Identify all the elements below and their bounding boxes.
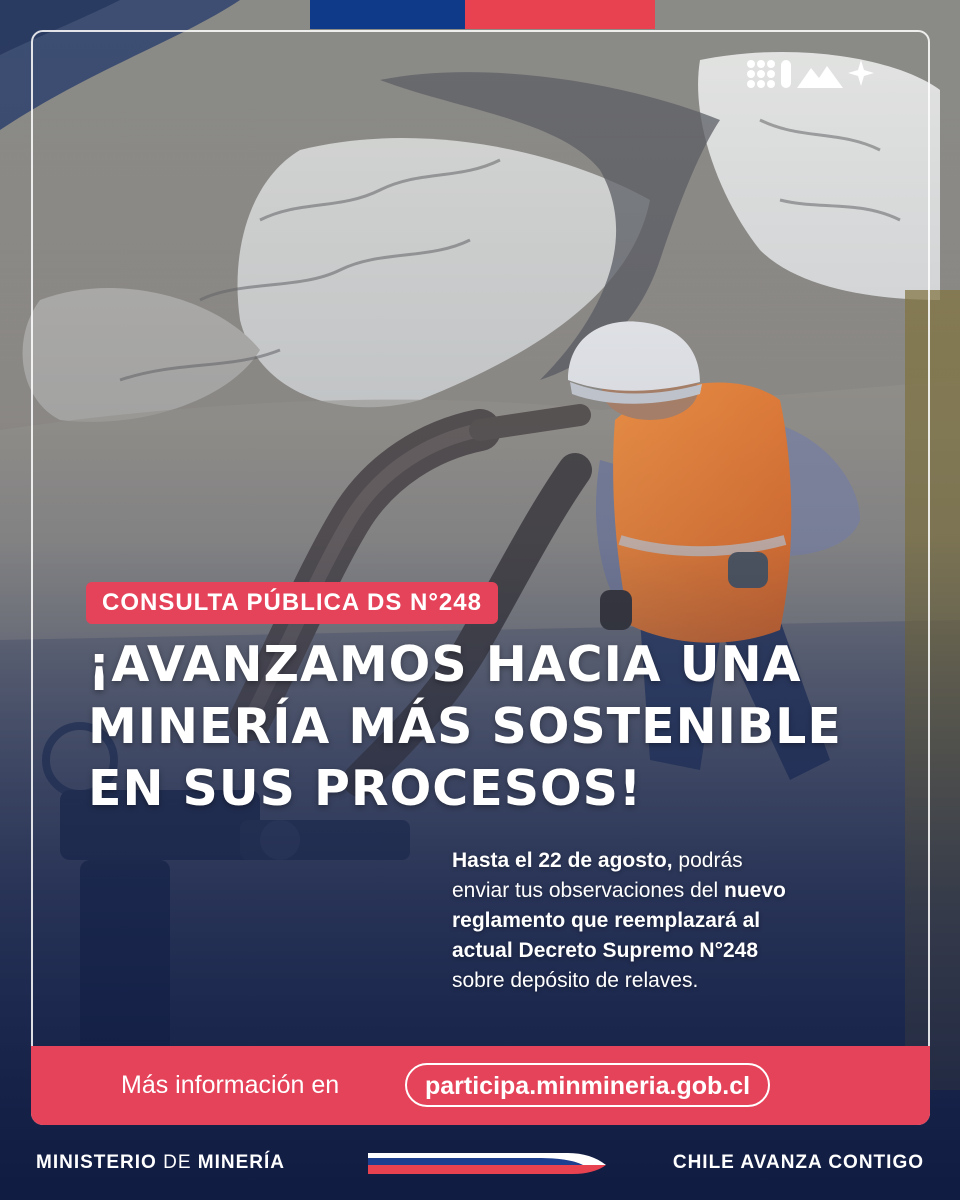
body-bold-text: Hasta el 22 de agosto, [452,849,673,872]
body-line [452,876,892,906]
headline-line: EN SUS PROCESOS! [88,760,643,817]
body-line [452,906,892,936]
body-regular-text: enviar tus observaciones del [452,879,724,902]
headline [88,634,888,820]
ministry-name [36,1148,285,1178]
cta-bar [31,1046,930,1125]
slogan-text: CHILE AVANZA CONTIGO [672,1152,924,1173]
body-bold-text: reglamento que reemplazará al [452,909,761,932]
headline-line: ¡AVANZAMOS HACIA UNA [88,636,802,693]
body-line [452,966,892,996]
body-line [452,846,892,876]
top-flag-stripe [310,0,655,29]
ministry-name-part: DE [156,1152,198,1173]
headline-line: MINERÍA MÁS SOSTENIBLE [88,698,842,755]
ministry-name-part: MINISTERIO [36,1152,157,1173]
body-paragraph [452,846,892,996]
body-line [452,936,892,966]
body-regular-text: sobre depósito de relaves. [452,969,699,992]
body-regular-text: podrás [672,849,743,872]
government-slogan [673,1148,924,1178]
chile-flag-swoosh-icon [368,1147,608,1177]
cta-url-link[interactable]: participa.minmineria.gob.cl [405,1063,770,1107]
cta-label: Más información en [121,1071,340,1099]
body-bold-text: nuevo [724,879,786,902]
flag-stripe-blue [310,0,465,29]
consultation-tag: CONSULTA PÚBLICA DS N°248 [86,582,498,624]
ministry-name-part: MINERÍA [197,1152,286,1173]
flag-stripe-red [465,0,655,29]
brand-logo-icon [745,58,885,90]
body-bold-text: actual Decreto Supremo N°248 [452,939,759,962]
